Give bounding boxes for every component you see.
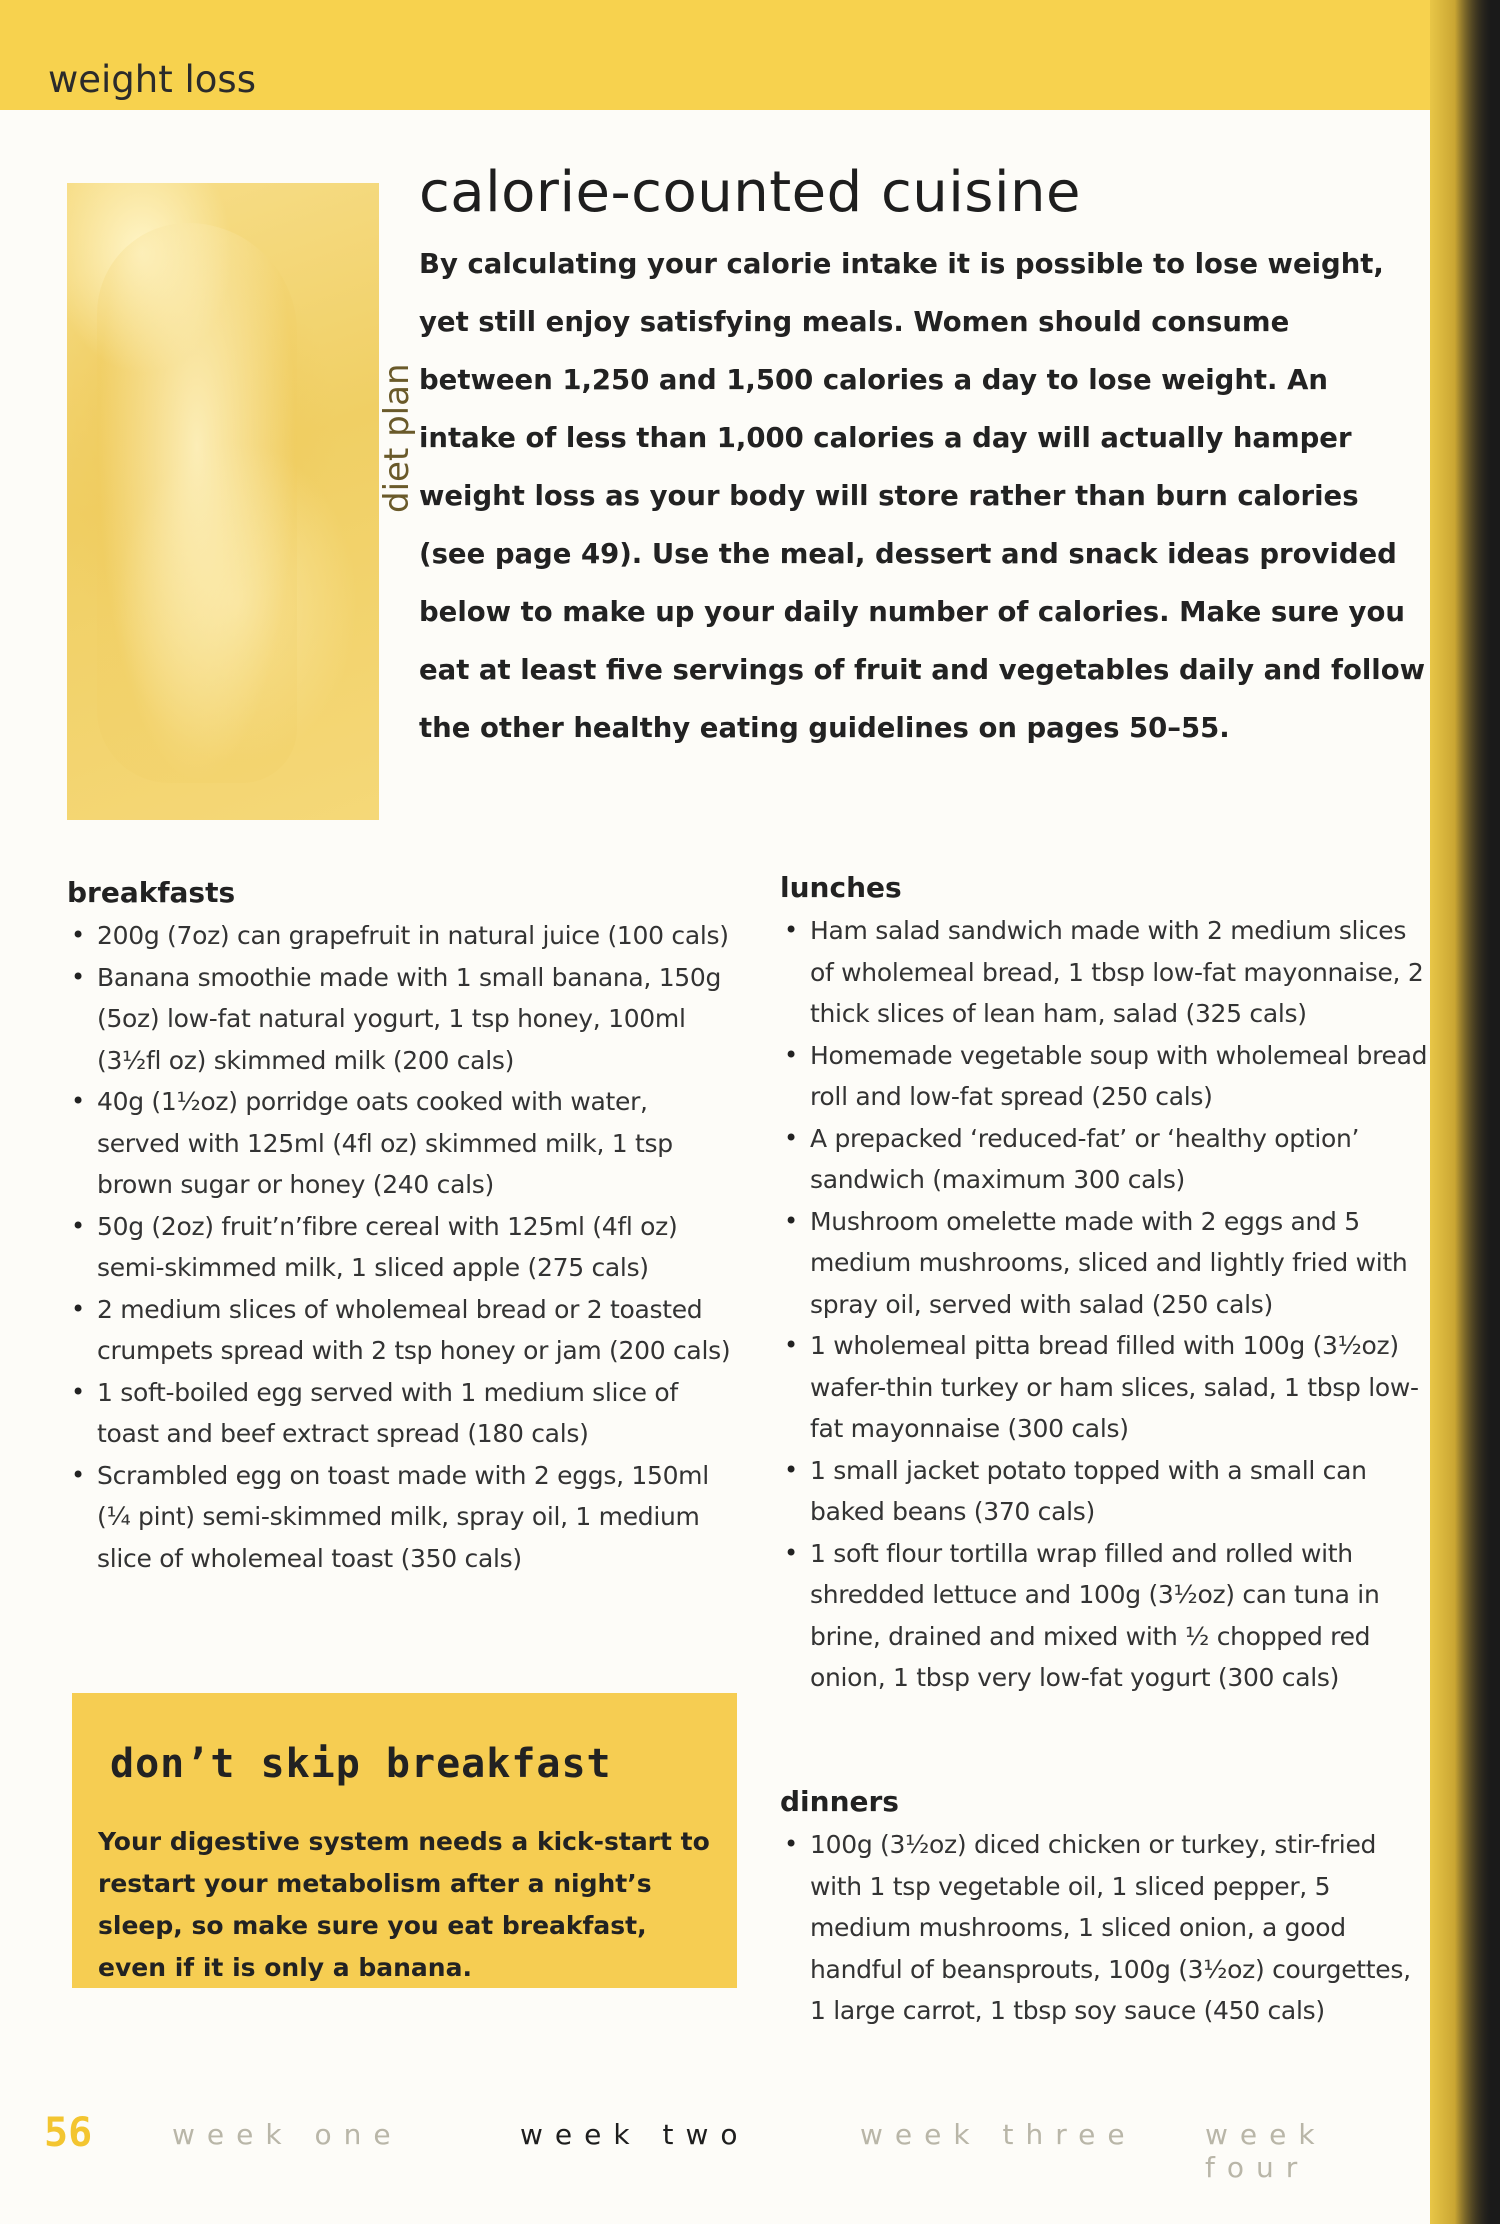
lunches-section xyxy=(780,871,1430,1699)
header-band xyxy=(0,0,1430,110)
list-item: • 1 small jacket potato topped with a small can baked beans (370 cals) xyxy=(780,1450,1430,1533)
tip-text: Your digestive system needs a kick-start to restart your metabolism after a night’s sleep, so make sure you eat breakfast, even if it is only a banana. xyxy=(98,1827,710,1982)
list-item: • 40g (1½oz) porridge oats cooked with water, served with 125ml (4fl oz) skimmed milk, 1 tsp brown sugar or honey (240 cals) xyxy=(67,1081,737,1206)
list-item: • 2 medium slices of wholemeal bread or 2 toasted crumpets spread with 2 tsp honey or jam (200 cals) xyxy=(67,1289,737,1372)
list-item: • Homemade vegetable soup with wholemeal bread roll and low-fat spread (250 cals) xyxy=(780,1035,1430,1118)
list-item: • 50g (2oz) fruit’n’fibre cereal with 125ml (4fl oz) semi-skimmed milk, 1 sliced apple (275 cals) xyxy=(67,1206,737,1289)
footer-nav xyxy=(0,2110,1430,2184)
woman-photo xyxy=(97,223,297,783)
list-item: • A prepacked ‘reduced-fat’ or ‘healthy option’ sandwich (maximum 300 cals) xyxy=(780,1118,1430,1201)
list-item: • 1 wholemeal pitta bread filled with 100g (3½oz) wafer-thin turkey or ham slices, salad, 1 tbsp low-fat mayonnaise (300 cals) xyxy=(780,1325,1430,1450)
week-two-link[interactable]: week two xyxy=(520,2118,750,2151)
lunches-list xyxy=(780,910,1430,1699)
list-item: • 1 soft-boiled egg served with 1 medium slice of toast and beef extract spread (180 cals) xyxy=(67,1372,737,1455)
tip-box xyxy=(72,1693,737,1988)
list-item: • Banana smoothie made with 1 small banana, 150g (5oz) low-fat natural yogurt, 1 tsp honey, 100ml (3½fl oz) skimmed milk (200 cals) xyxy=(67,957,737,1082)
list-item: • Mushroom omelette made with 2 eggs and 5 medium mushrooms, sliced and lightly fried with spray oil, served with salad (250 cals) xyxy=(780,1201,1430,1326)
dinners-section xyxy=(780,1785,1430,2032)
section-title: weight loss xyxy=(48,58,256,101)
week-three-link[interactable]: week three xyxy=(860,2118,1137,2151)
week-four-link[interactable]: week four xyxy=(1205,2118,1327,2184)
list-item: • Scrambled egg on toast made with 2 eggs, 150ml (¼ pint) semi-skimmed milk, spray oil, 1 medium slice of wholemeal toast (350 cals) xyxy=(67,1455,737,1580)
tip-title: don’t skip breakfast xyxy=(110,1741,612,1787)
breakfasts-section xyxy=(67,876,737,1579)
photo-panel xyxy=(67,183,417,820)
breakfasts-heading: breakfasts xyxy=(67,876,236,909)
article-intro: By calculating your calorie intake it is possible to lose weight, yet still enjoy satisfying meals. Women should consume between 1,250 and 1,500 calories a day to lose weight. An intake of less than 1,000 calories a day will actually hamper weight loss as your body will store rather than burn calories (see page 49). Use the meal, dessert and snack ideas provided below to make up your daily number of calories. Make sure you eat at least five servings of fruit and vegetables daily and follow the other healthy eating guidelines on pages 50–55. xyxy=(419,248,1425,744)
week-one-link[interactable]: week one xyxy=(172,2118,403,2151)
dinners-heading: dinners xyxy=(780,1785,899,1818)
breakfasts-list xyxy=(67,915,737,1579)
dinners-list xyxy=(780,1824,1430,2032)
article-title: calorie-counted cuisine xyxy=(419,160,1081,225)
list-item: • 100g (3½oz) diced chicken or turkey, stir-fried with 1 tsp vegetable oil, 1 sliced pepper, 5 medium mushrooms, 1 sliced onion, a good handful of beansprouts, 100g (3½oz) courgettes, 1 large carrot, 1 tbsp soy sauce (450 cals) xyxy=(780,1824,1430,2032)
list-item: • 200g (7oz) can grapefruit in natural juice (100 cals) xyxy=(67,915,737,957)
page-number: 56 xyxy=(44,2110,93,2156)
list-item: • 1 soft flour tortilla wrap filled and rolled with shredded lettuce and 100g (3½oz) can tuna in brine, drained and mixed with ½ chopped red onion, 1 tbsp very low-fat yogurt (300 cals) xyxy=(780,1533,1430,1699)
lunches-heading: lunches xyxy=(780,871,902,904)
list-item: • Ham salad sandwich made with 2 medium slices of wholemeal bread, 1 tbsp low-fat mayonnaise, 2 thick slices of lean ham, salad (325 cals) xyxy=(780,910,1430,1035)
page-edge-shadow xyxy=(1455,0,1500,2224)
photo-tag: diet plan xyxy=(377,363,417,513)
